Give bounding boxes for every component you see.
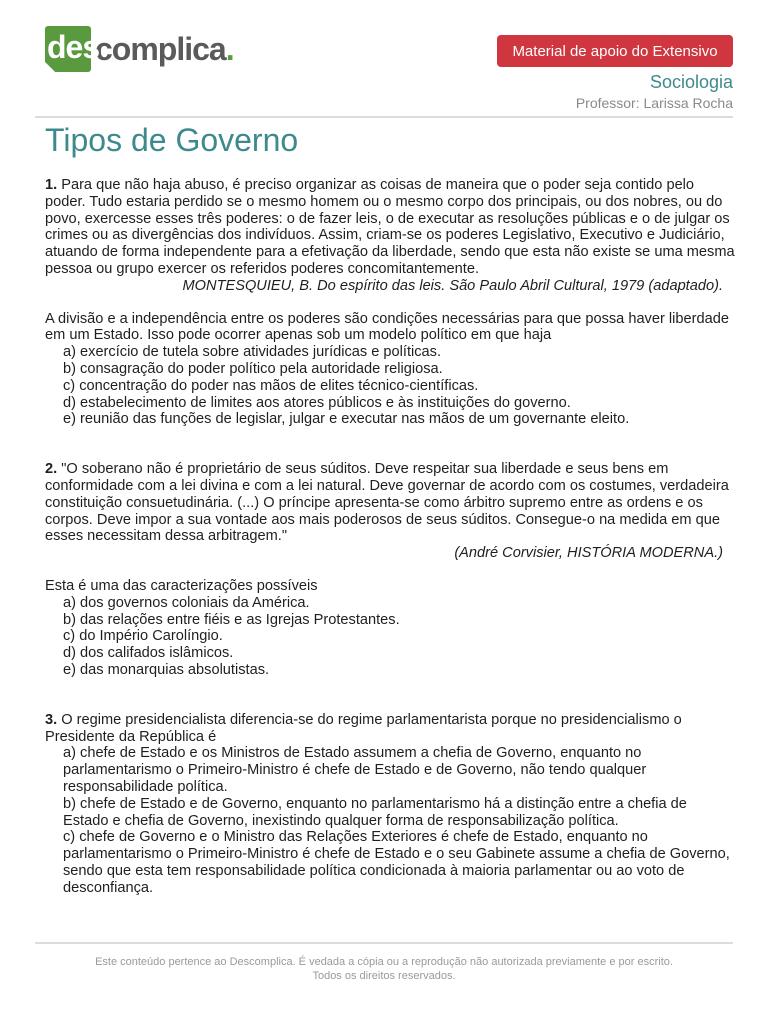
logo-mark bbox=[45, 26, 100, 72]
question-number: 1. bbox=[45, 177, 58, 193]
option-d: d) estabelecimento de limites aos atores públicos e às instituições do governo. bbox=[63, 394, 571, 411]
option-c: c) do Império Carolíngio. bbox=[63, 628, 223, 645]
question-1 bbox=[45, 177, 735, 428]
descomplica-logo bbox=[45, 26, 234, 72]
question-2-stem: Esta é uma das caracterizações possíveis bbox=[45, 577, 318, 594]
footer-rights: Todos os direitos reservados. bbox=[312, 970, 456, 982]
subject-label: Sociologia bbox=[649, 72, 733, 92]
option-b: b) consagração do poder político pela autoridade religiosa. bbox=[63, 360, 443, 377]
option-b: b) das relações entre fiéis e as Igrejas Protestantes. bbox=[63, 611, 400, 628]
footer-divider bbox=[35, 942, 733, 944]
course-badge: Material de apoio do Extensivo bbox=[497, 35, 733, 67]
question-1-stem: A divisão e a independência entre os poderes são condições necessárias para que possa haver liberdade em um Estado. Isso pode ocorrer apenas sob um modelo político em que haja bbox=[45, 310, 729, 344]
option-c: c) chefe de Governo e o Ministro das Relações Exteriores é chefe de Estado, enquanto no parlamentarismo o Primeiro-Ministro é chefe de Estado e o seu Gabinete assume a chefia de Governo, sendo que esta tem responsabilidade política condicionada à maioria parlamentar ou ao voto de desconfiança. bbox=[63, 829, 730, 896]
logo-wordmark bbox=[95, 31, 234, 68]
question-2 bbox=[45, 461, 735, 679]
question-2-citation: (André Corvisier, HISTÓRIA MODERNA.) bbox=[454, 545, 723, 562]
header-divider bbox=[35, 116, 733, 118]
professor-label: Professor: Larissa Rocha bbox=[575, 95, 733, 111]
option-c: c) concentração do poder nas mãos de elites técnico-científicas. bbox=[63, 377, 479, 394]
question-1-citation: MONTESQUIEU, B. Do espírito das leis. São Paulo Abril Cultural, 1979 (adaptado). bbox=[182, 277, 723, 294]
option-b: b) chefe de Estado e de Governo, enquanto no parlamentarismo há a distinção entre a chefia de Estado e chefia de Governo, inexistindo qualquer forma de responsabilização política. bbox=[63, 795, 687, 829]
logo-suffix: complica bbox=[95, 30, 226, 67]
question-1-text bbox=[45, 177, 735, 278]
option-a: a) chefe de Estado e os Ministros de Estado assumem a chefia de Governo, enquanto no parlamentarismo o Primeiro-Ministro é chefe de Estado e de Governo, não tendo qualquer responsabilidade política. bbox=[63, 745, 647, 795]
page-title: Tipos de Governo bbox=[45, 122, 299, 158]
option-d: d) dos califados islâmicos. bbox=[63, 645, 234, 662]
question-2-body: "O soberano não é proprietário de seus súditos. Deve respeitar sua liberdade e seus bens em conformidade com a lei divina e com a lei natural. Deve governar de acordo com os costumes, verdadeira constituição consuetudinária. (...) O príncipe apresenta-se como árbitro supremo entre as ordens e os corpos. Deve impor a sua vontade aos mais poderosos de seus súditos. Consegue-o na medida em que esses necessitam dessa arbitragem." bbox=[45, 461, 729, 545]
question-number: 2. bbox=[45, 461, 58, 478]
question-2-text bbox=[45, 461, 735, 545]
footer-copyright: Este conteúdo pertence ao Descomplica. É vedada a cópia ou a reprodução não autorizada previamente e por escrito. bbox=[95, 956, 673, 968]
footer bbox=[0, 955, 768, 983]
option-a: a) exercício de tutela sobre atividades jurídicas e políticas. bbox=[63, 344, 442, 361]
option-a: a) dos governos coloniais da América. bbox=[63, 594, 310, 611]
question-3 bbox=[45, 712, 735, 897]
logo-prefix: des bbox=[47, 29, 100, 65]
option-e: e) reunião das funções de legislar, julgar e executar nas mãos de um governante eleito. bbox=[63, 411, 630, 428]
question-1-body: Para que não haja abuso, é preciso organizar as coisas de maneira que o poder seja contido pelo poder. Tudo estaria perdido se o mesmo homem ou o mesmo corpo dos principais, ou dos nobres, ou do povo, exercesse esses três poderes: o de fazer leis, o de executar as resoluções públicas e o de julgar os crimes ou as divergências dos indivíduos. Assim, criam-se os poderes Legislativo, Executivo e Judiciário, atuando de forma independente para a efetivação da liberdade, sendo que esta não existe se uma mesma pessoa ou grupo exercer os referidos poderes concomitantemente. bbox=[45, 177, 735, 277]
document-body bbox=[45, 177, 735, 896]
question-3-body: O regime presidencialista diferencia-se do regime parlamentarista porque no presidencialismo o Presidente da República é bbox=[45, 711, 682, 745]
question-3-text bbox=[45, 712, 735, 746]
option-e: e) das monarquias absolutistas. bbox=[63, 661, 270, 678]
question-number: 3. bbox=[45, 711, 58, 728]
logo-dot: . bbox=[225, 30, 234, 67]
